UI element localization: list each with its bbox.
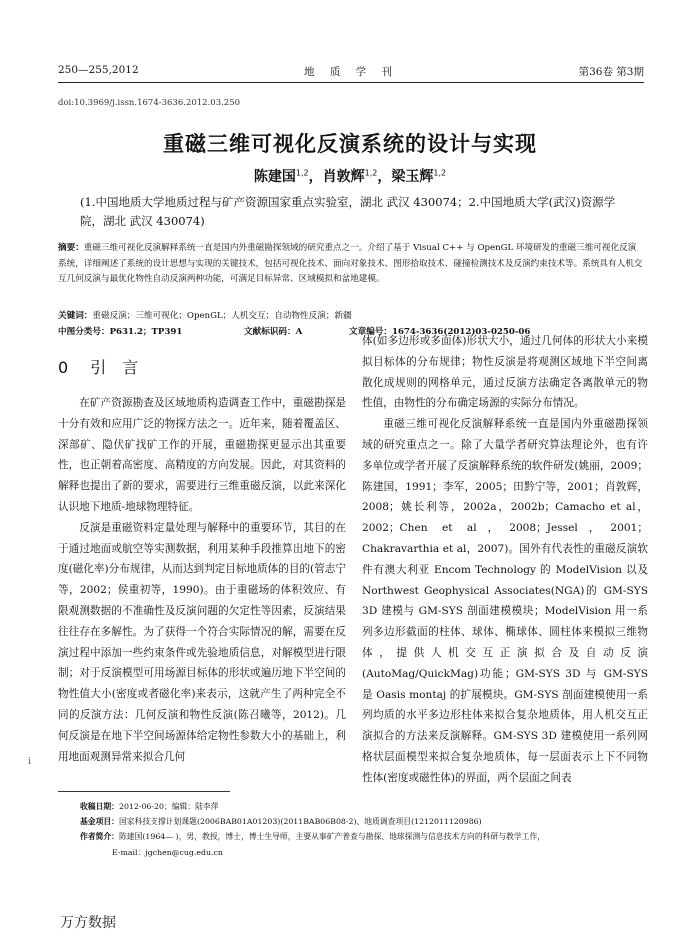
keywords <box>58 309 644 324</box>
author-name: 陈建国 <box>253 169 296 185</box>
author-sep: ， <box>308 169 323 185</box>
author-sup: 1,2 <box>364 168 378 178</box>
footnote-text: 2012-06-20；编辑：陆李萍 <box>118 802 219 811</box>
author-name: 梁玉辉 <box>391 169 434 185</box>
author-sup: 1,2 <box>433 168 447 178</box>
footnotes <box>80 799 644 860</box>
footnote-email: E-mail：jgchen@cug.edu.cn <box>112 847 223 857</box>
section-heading <box>58 355 154 378</box>
header-volume: 第36卷 第3期 <box>578 66 644 78</box>
paper-title: 重磁三维可视化反演系统的设计与实现 <box>163 132 537 156</box>
section-title: 引言 <box>90 358 155 377</box>
author-sep: ， <box>377 169 392 185</box>
clc-number: 中图分类号：P631.2；TP391 <box>58 327 183 337</box>
author-sup: 1,2 <box>295 168 309 178</box>
author-name: 肖敦辉 <box>322 169 365 185</box>
section-number: 0 <box>58 358 69 377</box>
right-column <box>362 331 648 789</box>
document-code: 文献标识码：A <box>244 327 303 337</box>
abstract <box>58 241 644 288</box>
footnote-received <box>80 799 644 814</box>
paragraph: 反演是重磁资料定量处理与解释中的重要环节，其目的在于通过地面或航空等实测数据，利用某种手段推算出地下的密度(磁化率)分布规律，从而达到判定目标地质体的目的(管志宁等，2002；侯重初等，1990)。由于重磁场的体积效应、有限观测数据的不准确性及反演问题的欠定性等因素，反演结果往往存在多解性。为了获得一个符合实际情况的解，需要在反演过程中添加一些约束条件或先验地质信息，对解模型进行限制；对于反演模型可用场源目标体的形状或遍历地下半空间的物性值大小(密度或者磁化率)来表示，这就产生了两种完全不同的反演方法：几何反演和物性反演(陈召曦等，2012)。几何反演是在地下半空间场源体给定物性参数大小的基础上，利用地面观测异常来拟合几何 <box>58 521 346 763</box>
paragraph: 在矿产资源勘查及区域地质构造调查工作中，重磁勘探是十分有效和应用广泛的物探方法之一。近年来，随着覆盖区、深部矿、隐伏矿找矿工作的开展，重磁勘探更显示出其重要性，也正朝着高密度、高精度的方向发展。因此，对其资料的解释也提出了新的要求，需要进行三维重磁反演，以此来深化认识地下地质-地球物理特征。 <box>58 397 346 513</box>
footnote-label: 作者简介： <box>80 832 119 842</box>
margin-mark: i <box>28 757 31 767</box>
paragraph: 体(如多边形或多面体)形状大小，通过几何体的形状大小来模拟目标体的分布规律；物性反演是将观测区域地下半空间离散化成规则的网格单元，通过反演方法确定各离散单元的物性值，由物性的分布确定场源的实际分布情况。 <box>362 335 648 410</box>
header-journal: 地 质 学 刊 <box>303 66 398 78</box>
footnote-text: 陈建国(1964— )，男，教授，博士，博士生导师，主要从事矿产普查与勘探、地球探测与信息技术方向的科研与教学工作， <box>118 832 546 842</box>
doi: doi:10.3969/j.issn.1674-3636.2012.03.250 <box>58 98 241 108</box>
article-number: 文章编号：1674-3636(2012)03-0250-06 <box>349 327 531 337</box>
footnote-label: 收稿日期： <box>80 802 119 811</box>
watermark: 万方数据 <box>60 915 116 931</box>
header-pages: 250—255,2012 <box>58 64 139 76</box>
abstract-label: 摘要： <box>58 243 84 253</box>
footnote-rule <box>58 791 230 792</box>
abstract-text: 重磁三维可视化反演解释系统一直是国内外重磁勘探领域的研究重点之一。介绍了基于 Visual C++ 与 OpenGL 环境研发的重磁三维可视化反演系统，详细阐述了系统的设计思想与实现的关键技术，包括可视化技术、面向对象技术、图形拾取技术、碰撞检测技术及反演约束技术等。系统具有人机交互几何反演与最优化物性自动反演两种功能，可满足目标异常、区域模拟和盆地建模。 <box>58 243 643 285</box>
footnote-text: 国家科技支撑计划课题(2006BAB01A01203)(2011BAB06B08-2)、地质调查项目(1212011120986) <box>118 817 482 827</box>
paragraph: 重磁三维可视化反演解释系统一直是国内外重磁勘探领域的研究重点之一。除了大量学者研究算法理论外，也有许多单位或学者开展了反演解释系统的软件研发(姚丽，2009；陈建国，1991；李军，2005；田黔宁等，2001；肖敦辉，2008；姚长利等，2002a，2002b；Camacho et al，2002；Chen et al，2008；Jessel，2001；Chakravarthia et al，2007)。国外有代表性的重磁反演软件有澳大利亚 Encom Technology 的 ModelVision 以及 Northwest Geophysical Associates(NGA)的 GM-SYS 3D 建模与 GM-SYS 剖面建模模块；ModelVision 用一系列多边形截面的柱体、球体、椭球体、圆柱体来模拟三维物体，提供人机交互正演拟合及自动反演(AutoMag/QuickMag)功能；GM-SYS 3D 与 GM-SYS 是 Oasis montaj 的扩展模块。GM-SYS 剖面建模使用一系列均质的水平多边形柱体来拟合复杂地质体，用人机交互正演拟合的方法来反演解释。GM-SYS 3D 建模使用一系列网格状层面模型来拟合复杂地质体，每一层面表示上下不同物性体(密度或磁性体)的界面，两个层面之间表 <box>362 418 648 784</box>
left-column <box>58 393 346 767</box>
affiliation: (1.中国地质大学地质过程与矿产资源国家重点实验室，湖北 武汉 430074；2.中国地质大学(武汉)资源学院，湖北 武汉 430074) <box>80 195 616 228</box>
running-header <box>58 64 644 80</box>
authors <box>0 166 700 186</box>
header-rule <box>58 82 644 83</box>
footnote-fund <box>80 814 644 829</box>
keywords-label: 关键词： <box>58 311 93 321</box>
footnote-label: 基金项目： <box>80 817 119 827</box>
keywords-text: 重磁反演；三维可视化；OpenGL；人机交互；自动物性反演；新疆 <box>92 311 352 321</box>
footnote-author <box>80 829 644 844</box>
